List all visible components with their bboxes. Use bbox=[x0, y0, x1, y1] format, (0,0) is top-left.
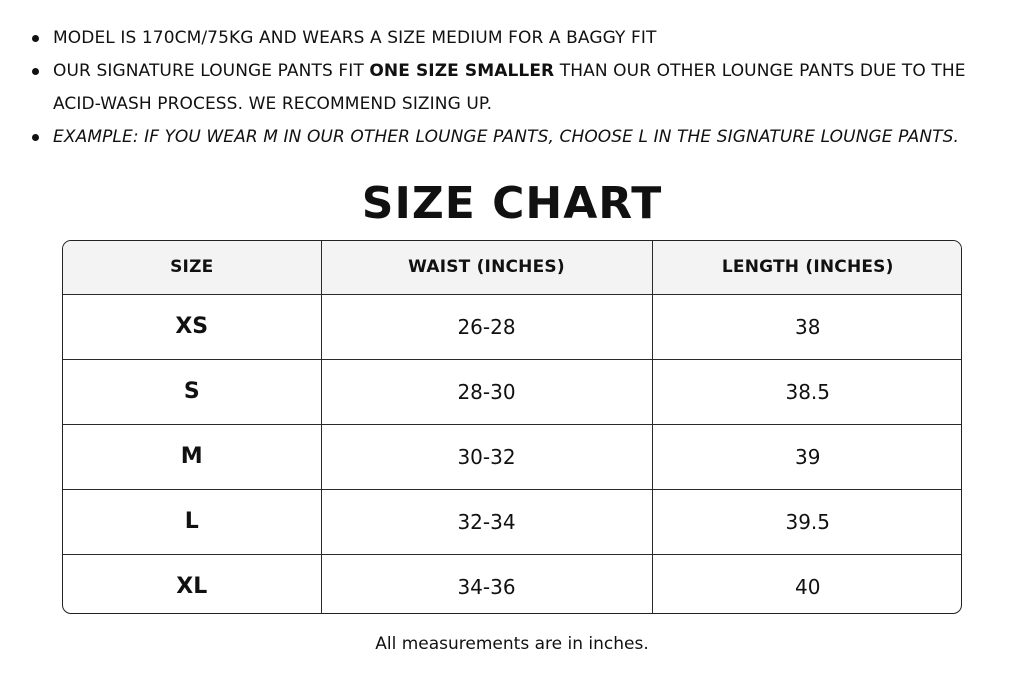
header-size: SIZE bbox=[63, 241, 321, 294]
bullet-icon bbox=[32, 134, 39, 141]
length-cell: 38 bbox=[652, 294, 962, 359]
size-cell: XS bbox=[63, 294, 321, 359]
fit-note-emphasis: ONE SIZE SMALLER bbox=[369, 61, 555, 81]
length-cell: 38.5 bbox=[652, 359, 962, 424]
size-cell: L bbox=[63, 489, 321, 554]
table-row bbox=[63, 554, 962, 614]
fit-notes-list bbox=[30, 22, 1000, 154]
fit-note-text: EXAMPLE: IF YOU WEAR M IN OUR OTHER LOUNGE PANTS, CHOOSE L IN THE SIGNATURE LOUNGE PANTS. bbox=[53, 127, 960, 147]
length-cell: 40 bbox=[795, 574, 821, 599]
waist-cell: 32-34 bbox=[321, 489, 652, 554]
measurement-footnote: All measurements are in inches. bbox=[375, 634, 649, 654]
waist-cell: 34-36 bbox=[321, 554, 652, 614]
fit-note-text: MODEL IS 170CM/75KG AND WEARS A SIZE MEDIUM FOR A BAGGY FIT bbox=[53, 28, 657, 48]
table-row bbox=[63, 294, 962, 359]
fit-note-text: THAN OUR OTHER LOUNGE PANTS DUE TO THE ACID-WASH PROCESS. WE RECOMMEND SIZING UP. bbox=[53, 61, 966, 114]
fit-note-example bbox=[30, 121, 1000, 154]
header-waist: WAIST (INCHES) bbox=[321, 241, 652, 294]
fit-note-text: OUR SIGNATURE LOUNGE PANTS FIT bbox=[53, 61, 370, 81]
waist-cell: 26-28 bbox=[321, 294, 652, 359]
table-row bbox=[63, 424, 962, 489]
page-title: SIZE CHART bbox=[361, 178, 663, 229]
size-cell: XL bbox=[63, 554, 321, 614]
size-cell: M bbox=[63, 424, 321, 489]
length-cell: 39 bbox=[652, 424, 962, 489]
table-header-row bbox=[63, 241, 962, 294]
header-length: LENGTH (INCHES) bbox=[652, 241, 962, 294]
size-cell: S bbox=[63, 359, 321, 424]
fit-note-sizing bbox=[30, 55, 1000, 121]
table-row bbox=[63, 359, 962, 424]
waist-cell: 28-30 bbox=[321, 359, 652, 424]
size-chart-table bbox=[62, 240, 962, 614]
table-row bbox=[63, 489, 962, 554]
fit-note-model bbox=[30, 22, 1000, 55]
bullet-icon bbox=[32, 35, 39, 42]
waist-cell: 30-32 bbox=[321, 424, 652, 489]
bullet-icon bbox=[32, 68, 39, 75]
length-cell: 39.5 bbox=[652, 489, 962, 554]
